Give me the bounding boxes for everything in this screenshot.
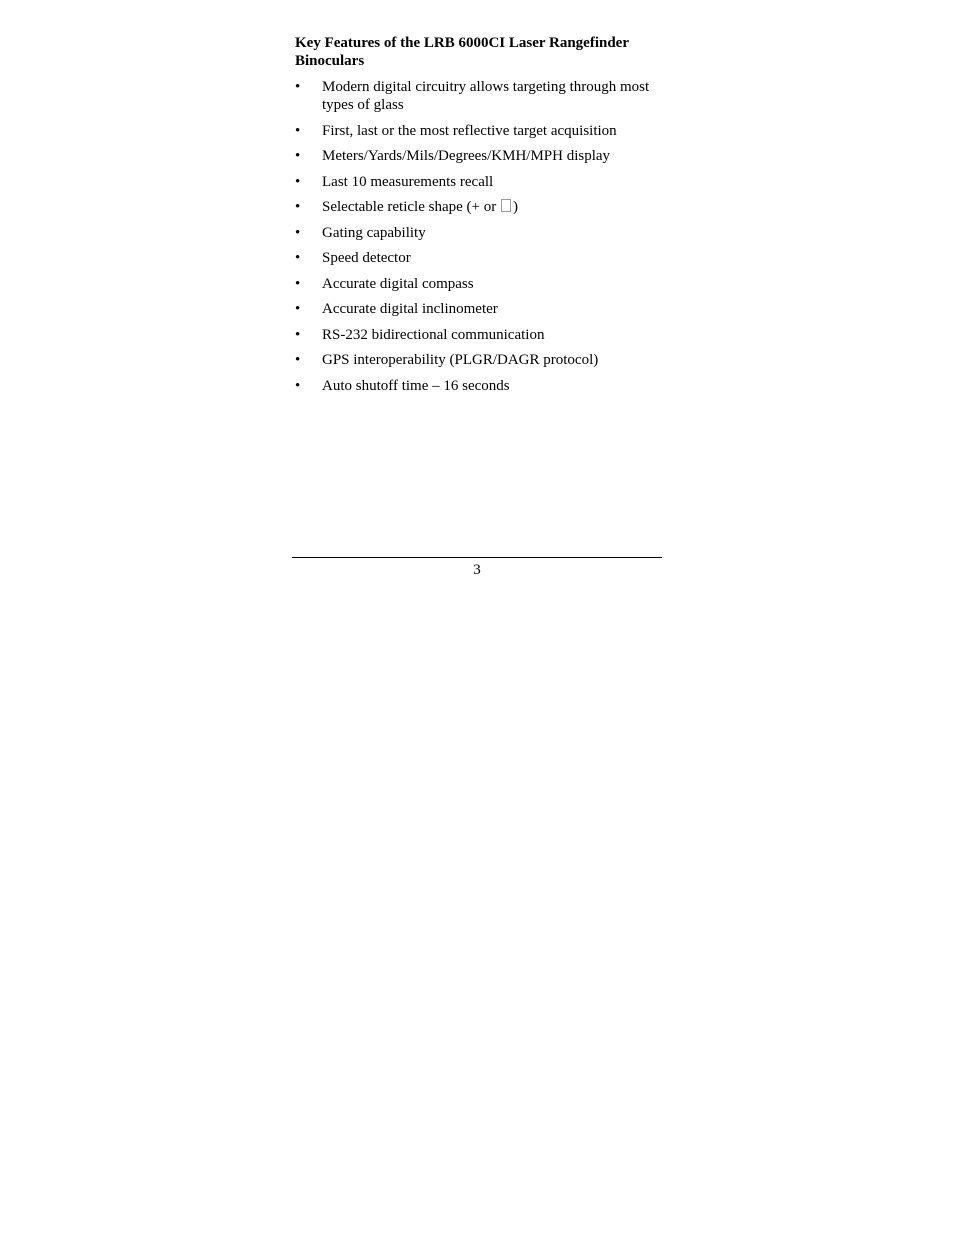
feature-text: Meters/Yards/Mils/Degrees/KMH/MPH display <box>322 148 611 164</box>
bullet-icon: • <box>295 301 301 317</box>
bullet-icon: • <box>295 275 301 292</box>
feature-text: Accurate digital compass <box>322 275 474 292</box>
feature-text: Modern digital circuitry allows targeting through most types of glass <box>322 79 650 113</box>
list-item <box>295 249 665 267</box>
list-item <box>295 224 665 242</box>
bullet-icon: • <box>295 79 301 95</box>
feature-text: Last 10 measurements recall <box>322 173 494 190</box>
list-item <box>295 275 665 293</box>
feature-text-start: Selectable reticle shape (+ or <box>322 199 497 215</box>
feature-text: Accurate digital inclinometer <box>322 301 498 317</box>
feature-text-end: ) <box>512 199 518 215</box>
feature-text: GPS interoperability (PLGR/DAGR protocol) <box>322 352 599 368</box>
page-content <box>295 34 665 402</box>
bullet-icon: • <box>295 224 301 241</box>
list-item <box>295 377 665 395</box>
bullet-icon: • <box>295 352 301 368</box>
feature-text: RS-232 bidirectional communication <box>322 326 545 343</box>
list-item <box>295 122 665 140</box>
list-item <box>295 147 665 165</box>
list-item <box>295 78 665 114</box>
feature-text: Auto shutoff time – 16 seconds <box>322 377 510 394</box>
page-number: 3 <box>473 562 481 578</box>
feature-text <box>322 199 518 215</box>
feature-text: Speed detector <box>322 250 411 266</box>
bullet-icon: • <box>295 148 301 164</box>
section-heading: Key Features of the LRB 6000CI Laser Rangefinder Binoculars <box>295 35 629 69</box>
list-item <box>295 173 665 191</box>
feature-list <box>295 78 665 395</box>
footer-divider <box>292 557 662 558</box>
square-reticle-icon <box>501 199 511 212</box>
list-item <box>295 300 665 318</box>
list-item <box>295 326 665 344</box>
bullet-icon: • <box>295 173 301 190</box>
list-item <box>295 198 665 216</box>
bullet-icon: • <box>295 250 301 266</box>
bullet-icon: • <box>295 122 301 139</box>
feature-text: Gating capability <box>322 224 426 241</box>
bullet-icon: • <box>295 326 301 343</box>
list-item <box>295 351 665 369</box>
bullet-icon: • <box>295 199 301 215</box>
bullet-icon: • <box>295 377 301 394</box>
feature-text: First, last or the most reflective target acquisition <box>322 122 617 139</box>
